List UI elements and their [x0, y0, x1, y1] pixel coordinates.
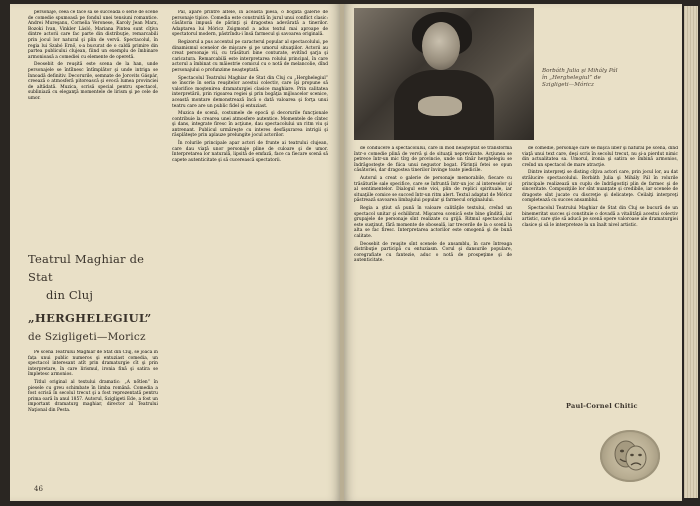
- page-edges: [684, 6, 698, 498]
- paragraph: personaje, ceea ce face să se succeadă o serie de scene de comedie spumoasă pe fondul unei tensiuni romantice. Andrei Mureşanu, Cornelia Veronese, Karoly Jean Marx, Bozoki Ivan, Vinkler Lásló, Mariana Pintea sunt cîţiva dintre actorii care fac parte din distribuţie, remarcabili prin jocul lor natural şi plin de vervă. Spectacolul, în regia lui Szabó Ernő, s-a bucurat de o caldă primire din partea publicului clujean, fiind un exemplu de îmbinare armonioasă a comediei cu elemente de operetă.: [28, 10, 158, 60]
- article-author: Paul-Cornel Chitic: [566, 402, 638, 410]
- photo-figure-hand: [418, 96, 462, 116]
- paragraph: Spectacolul Teatrului Maghiar de Stat din Cluj cu „Herghelegiul” se înscrie în seria reuşitelor acestui colectiv, care îşi propune să valorifice moştenirea dramaturgiei clasice maghiare. Prin calitatea interpretării, prin rigoarea regiei şi prin bogăţia mijloacelor scenice, această montare demonstrează încă o dată valoarea şi forţa unui teatru care are un public fidel şi entuziast.: [172, 75, 328, 109]
- paragraph: de comedie, personaje care se mişcă liber şi natural pe scenă, dînd viaţă unui text care, deşi scris în secolul trecut, nu şi-a pierdut nimic din actualitatea sa. Umorul, ironia şi satira se îmbină armonios, creînd un spectacol de mare atracţie.: [522, 146, 678, 168]
- paragraph: Pe scena Teatrului Maghiar de Stat din Cluj, se joacă în fața unui public numeros şi entuziast comedia, un spectacol interesant atît prin dramaturgie cît şi prin interpretare, în care lirismul, ironia fină şi satira se împletesc armonios.: [28, 350, 158, 378]
- paragraph: Pál, apare printre altele, în această piesă, o bogată galerie de personaje tipice. Comedia este construită în jurul unui conflict clasic: căsătoria impusă de părinţi şi dragostea adevărată a tinerilor. Adaptarea lui Móricz Zsigmond a adus textul mai aproape de spectatorul modern, păstrîndu-i însă farmecul şi savoarea originală.: [172, 10, 328, 38]
- paragraph: Muzica de scenă, costumele de epocă şi decorurile funcţionale contribuie la crearea unei atmosfere autentice. Momentele de cîntec şi dans, integrate firesc în acţiune, dau spectacolului un ritm viu şi antrenant. Publicul urmăreşte cu interes desfăşurarea intrigii şi răsplăteşte prin aplauze prelungite jocul actorilor.: [172, 111, 328, 139]
- paragraph: În rolurile principale apar actori de frunte ai teatrului clujean, care dau viaţă unor personaje pline de culoare şi de umor. Interpretarea lor naturală, lipsită de emfază, face ca fiecare scenă să capete autenticitate şi să cucerească spectatorii.: [172, 141, 328, 163]
- right-col2: [522, 146, 678, 396]
- heading-city: din Cluj: [46, 288, 94, 302]
- paragraph: Regizorul a pus accentul pe caracterul popular al spectacolului, pe dinamismul scenelor de mişcare şi pe umorul situaţiilor. Actorii au creat personaje vii, cu trăsături bine conturate, evitînd şarja şi caricatura. Remarcabilă este interpretarea rolului principal, în care actorul a îmbinat cu măiestrie comicul cu o notă de melancolie, dînd personajului o profunzime neaşteptată.: [172, 39, 328, 73]
- left-col2: [172, 10, 328, 488]
- left-col1-top: [28, 10, 158, 232]
- paragraph: Dintre interpreţi se disting cîţiva actori care, prin jocul lor, au dat strălucire spectacolului. Borbáth Julia şi Mihály Pál în rolurile principale realizează un cuplu de îndrăgostiţi plin de farmec şi de sinceritate. Compoziţiile lor sînt nuanţate şi credibile, iar scenele de dragoste sînt jucate cu discreţie şi delicateţe. Ceilalţi interpreţi completează cu succes ansamblul.: [522, 170, 678, 204]
- theatre-mask-emblem-icon: [600, 430, 660, 482]
- play-authors: de Szigligeti—Moricz: [28, 331, 146, 343]
- actors-photo: [354, 8, 534, 140]
- paragraph: Regia a ştiut să pună în valoare calităţile textului, creînd un spectacol unitar şi echilibrat. Mişcarea scenică este bine gîndită, iar grupajele de personaje sînt realizate cu grijă. Ritmul spectacolului este susţinut, fără momente de oboseală, iar trecerile de la o scenă la alta se fac firesc. Interpretarea actorilor este omogenă şi de bună calitate.: [354, 205, 512, 239]
- page-number: 46: [34, 485, 43, 493]
- paragraph: Titlul original al textului dramatic: „A nőtlen” în piesele cu greu schimbate în limba română. Comedia a fost scrisă în secolul trecut şi a fost reprezentată pentru prima oară în anul 1857. Autorul, Szigligeti Ede, a fost un important dramaturg maghiar, director al Teatrului Naţional din Pesta.: [28, 379, 158, 413]
- left-col1-bottom: [28, 350, 158, 478]
- paragraph: Deosebit de reuşite sînt scenele de ansamblu, în care întreaga distribuţie participă cu entuziasm. Corul şi dansurile populare, coregrafiate cu fantezie, aduc o notă de prospeţime şi de autenticitate.: [354, 241, 512, 264]
- photo-figure-face: [422, 22, 460, 70]
- paragraph: de conducere a spectacolului, care în mod neaşteptat se transformă într-o comedie plină de vervă şi de situaţii neprevăzute. Acţiunea se petrece într-un mic tîrg de provincie, unde un tînăr herghelegiu se îndrăgosteşte de fiica unui negustor bogat. Părinţii fetei se opun căsătoriei, dar dragostea tinerilor învinge toate piedicile.: [354, 146, 512, 174]
- right-col1: [354, 146, 512, 492]
- book-binding: [340, 4, 344, 501]
- article-heading: [28, 250, 158, 346]
- paragraph: Deosebit de reuşită este scena de la han, unde personajele se întîlnesc întîmplător şi unde intriga se înnoadă definitiv. Decorurile, semnate de Jorovits Gáspár, creează o atmosferă pitorească şi evocă lumea provinciei de altădată. Muzica, scrisă special pentru spectacol, subliniază cu eleganţă momentele de lirism şi pe cele de umor.: [28, 62, 158, 101]
- photo-caption: Borbáth Julia şi Mihály Pál în „Herghelegiul” de Szigligeti—Móricz: [542, 68, 618, 89]
- play-title: „HERGHELEGIUL”: [28, 311, 152, 325]
- paragraph: Autorul a creat o galerie de personaje memorabile, fiecare cu trăsăturile sale specifice, care se înfruntă într-un joc al intereselor şi al sentimentelor. Dialogul este vioi, plin de replici spirituale, iar situaţiile comice se succed într-un ritm alert. Textul adaptat de Móricz păstrează savoarea limbajului popular şi farmecul originalului.: [354, 175, 512, 204]
- paragraph: Spectacolul Teatrului Maghiar de Stat din Cluj se bucură de un binemeritat succes şi constituie o dovadă a vitalităţii acestui colectiv artistic, care ştie să aducă pe scenă opere valoroase ale dramaturgiei clasice şi să le interpreteze la un înalt nivel artistic.: [522, 205, 678, 228]
- heading-theatre-name: Teatrul Maghiar de Stat: [28, 252, 145, 284]
